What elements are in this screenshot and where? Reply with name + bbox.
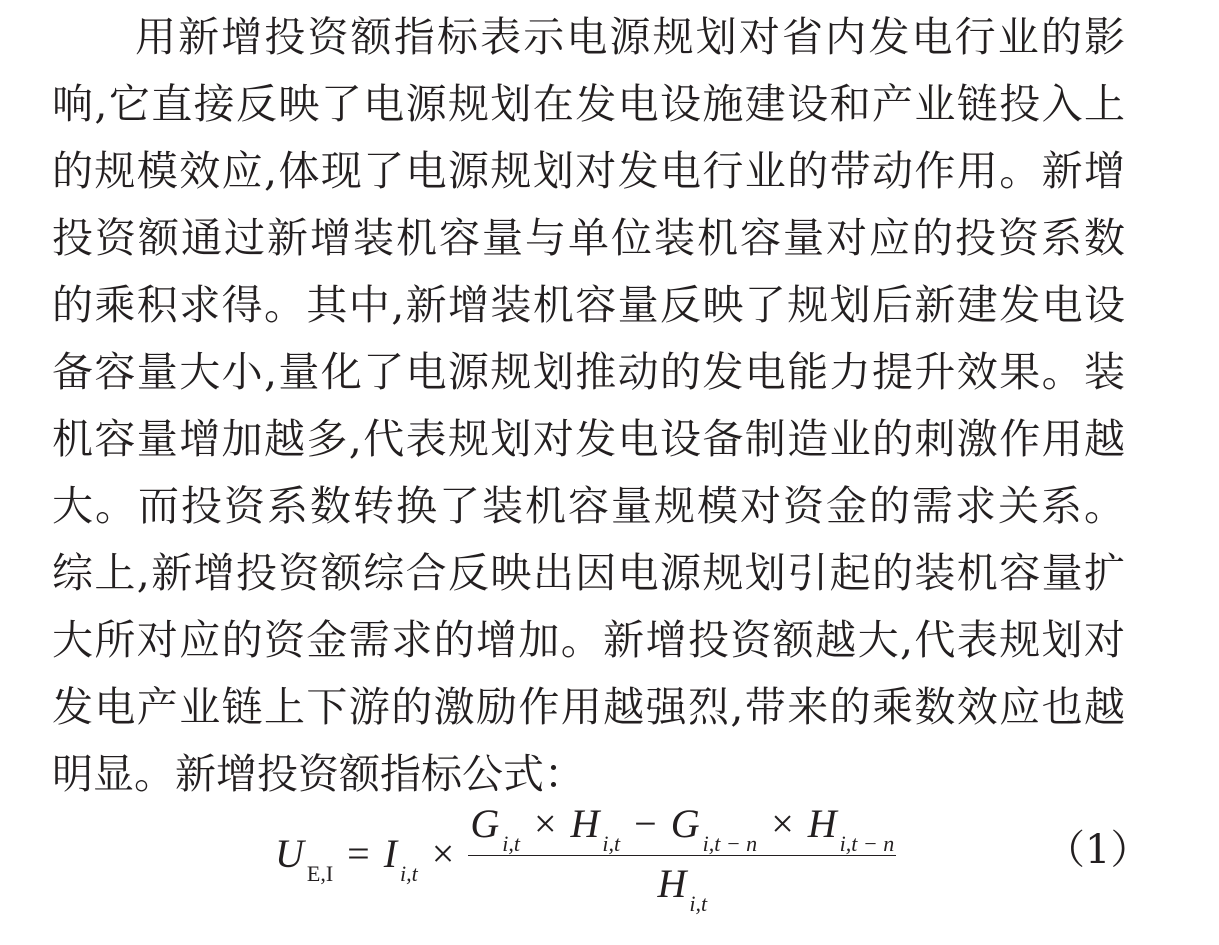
lhs-symbol: U	[275, 830, 304, 876]
equation-formula	[275, 800, 896, 916]
term-subscript: i,t	[502, 830, 520, 856]
numerator-term	[670, 800, 758, 856]
paragraph-line: 大。而投资系数转换了装机容量规模对资金的需求关系。	[52, 482, 1125, 530]
denominator-term	[657, 860, 708, 916]
times-sign: ×	[533, 800, 557, 846]
paragraph-line: 机容量增加越多,代表规划对发电设备制造业的刺激作用越	[52, 415, 1125, 463]
paragraph-line: 大所对应的资金需求的增加。新增投资额越大,代表规划对	[52, 616, 1125, 664]
fraction-denominator	[657, 856, 708, 916]
term-symbol: G	[470, 800, 500, 846]
equation-lhs	[275, 830, 334, 886]
term-symbol: H	[807, 800, 837, 846]
term-symbol: H	[570, 800, 600, 846]
term-subscript: i,t	[689, 890, 708, 916]
numerator-term	[570, 800, 621, 856]
term-symbol: H	[657, 860, 687, 906]
fraction	[468, 800, 896, 916]
equals-sign: =	[347, 830, 370, 876]
factor-symbol: I	[383, 830, 398, 876]
term-symbol: G	[670, 800, 700, 846]
numerator-term	[470, 800, 520, 856]
paragraph-line: 备容量大小,量化了电源规划推动的发电能力提升效果。装	[52, 348, 1125, 396]
factor-subscript: i,t	[400, 860, 418, 886]
equation-number: （1）	[1045, 827, 1151, 873]
fraction-numerator	[468, 800, 896, 855]
paragraph-line: 的规模效应,体现了电源规划对发电行业的带动作用。新增	[52, 147, 1125, 195]
body-paragraph	[52, 4, 1125, 808]
paragraph-line: 投资额通过新增装机容量与单位装机容量对应的投资系数	[52, 214, 1125, 262]
term-subscript: i,t − n	[839, 830, 895, 856]
equation-factor	[383, 830, 418, 886]
paragraph-line: 综上,新增投资额综合反映出因电源规划引起的装机容量扩	[52, 549, 1125, 597]
lhs-subscript: E,I	[306, 860, 334, 886]
paragraph-line: 明显。新增投资额指标公式：	[52, 750, 585, 798]
paragraph-line: 发电产业链上下游的激励作用越强烈,带来的乘数效应也越	[52, 683, 1125, 731]
paragraph-line: 用新增投资额指标表示电源规划对省内发电行业的影	[135, 13, 1125, 61]
paragraph-line: 响,它直接反映了电源规划在发电设施建设和产业链投入上	[52, 80, 1125, 128]
term-subscript: i,t − n	[702, 830, 758, 856]
times-sign: ×	[771, 800, 794, 846]
numerator-term	[807, 800, 895, 856]
term-subscript: i,t	[602, 830, 621, 856]
paragraph-line: 的乘积求得。其中,新增装机容量反映了规划后新建发电设	[52, 281, 1125, 329]
times-sign: ×	[431, 830, 455, 876]
minus-sign: −	[634, 800, 657, 846]
